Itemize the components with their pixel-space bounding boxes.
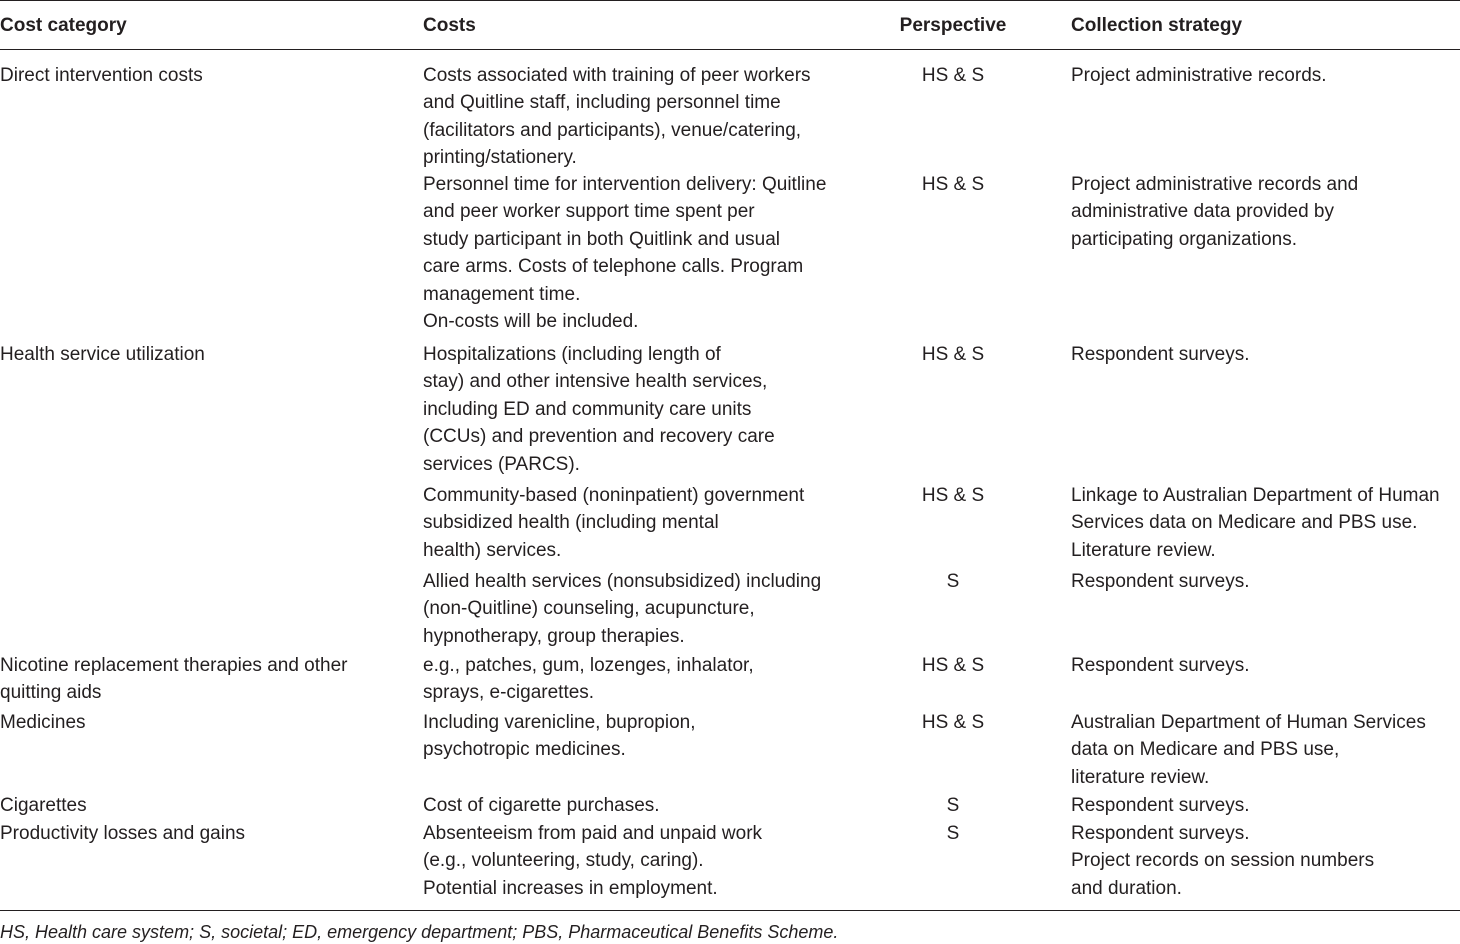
perspective-cell: HS & S	[921, 712, 985, 733]
table-header-rule	[0, 49, 1460, 50]
costs-cell: Community-based (noninpatient) government subsidized health (including mental health) services.	[423, 485, 805, 561]
perspective-cell: S	[946, 795, 960, 816]
header-costs: Costs	[423, 15, 476, 36]
cost-category-cell: Medicines	[0, 712, 86, 733]
cost-category-cell: Direct intervention costs	[0, 65, 203, 86]
collection-strategy-cell: Respondent surveys.	[1071, 655, 1250, 676]
costs-cell: Cost of cigarette purchases.	[423, 795, 660, 816]
collection-strategy-cell: Respondent surveys. Project records on session numbers and duration.	[1071, 823, 1375, 899]
collection-strategy-cell: Project administrative records.	[1071, 65, 1327, 86]
perspective-cell: HS & S	[921, 65, 985, 86]
perspective-cell: HS & S	[921, 174, 985, 195]
perspective-cell: S	[946, 571, 960, 592]
table-header	[0, 0, 1460, 49]
collection-strategy-cell: Respondent surveys.	[1071, 795, 1250, 816]
table-bottom-rule	[0, 910, 1460, 911]
costs-cell: Including varenicline, bupropion, psychotropic medicines.	[423, 712, 696, 761]
collection-strategy-cell: Respondent surveys.	[1071, 344, 1250, 365]
header-perspective: Perspective	[899, 15, 1007, 36]
costs-cell: Absenteeism from paid and unpaid work (e.g., volunteering, study, caring). Potential increases in employment.	[423, 823, 763, 899]
cost-category-cell: Health service utilization	[0, 344, 205, 365]
costs-cell: Personnel time for intervention delivery: Quitline and peer worker support time spent per study participant in both Quitlink and usual care arms. Costs of telephone calls. Program management time. On-costs will be included.	[423, 174, 827, 333]
perspective-cell: S	[946, 823, 960, 844]
cost-category-cell: Nicotine replacement therapies and other quitting aids	[0, 655, 348, 704]
perspective-cell: HS & S	[921, 485, 985, 506]
header-collection-strategy: Collection strategy	[1071, 15, 1243, 36]
cost-category-cell: Productivity losses and gains	[0, 823, 246, 844]
costs-cell: e.g., patches, gum, lozenges, inhalator, sprays, e-cigarettes.	[423, 655, 754, 704]
collection-strategy-cell: Australian Department of Human Services data on Medicare and PBS use, literature review.	[1071, 712, 1426, 788]
costs-cell: Costs associated with training of peer workers and Quitline staff, including personnel time (facilitators and participants), venue/catering, printing/stationery.	[423, 65, 811, 169]
perspective-cell: HS & S	[921, 344, 985, 365]
header-cost-category: Cost category	[0, 15, 127, 36]
perspective-cell: HS & S	[921, 655, 985, 676]
cost-category-cell: Cigarettes	[0, 795, 87, 816]
collection-strategy-cell: Linkage to Australian Department of Human Services data on Medicare and PBS use. Literature review.	[1071, 485, 1440, 561]
costs-cell: Allied health services (nonsubsidized) including (non-Quitline) counseling, acupuncture, hypnotherapy, group therapies.	[423, 571, 822, 647]
costs-cell: Hospitalizations (including length of stay) and other intensive health services, including ED and community care units (CCUs) and prevention and recovery care services (PARCS).	[423, 344, 775, 475]
collection-strategy-cell: Respondent surveys.	[1071, 571, 1250, 592]
table-footnote: HS, Health care system; S, societal; ED, emergency department; PBS, Pharmaceutical Benefits Scheme.	[0, 922, 839, 942]
collection-strategy-cell: Project administrative records and administrative data provided by participating organizations.	[1071, 174, 1359, 250]
